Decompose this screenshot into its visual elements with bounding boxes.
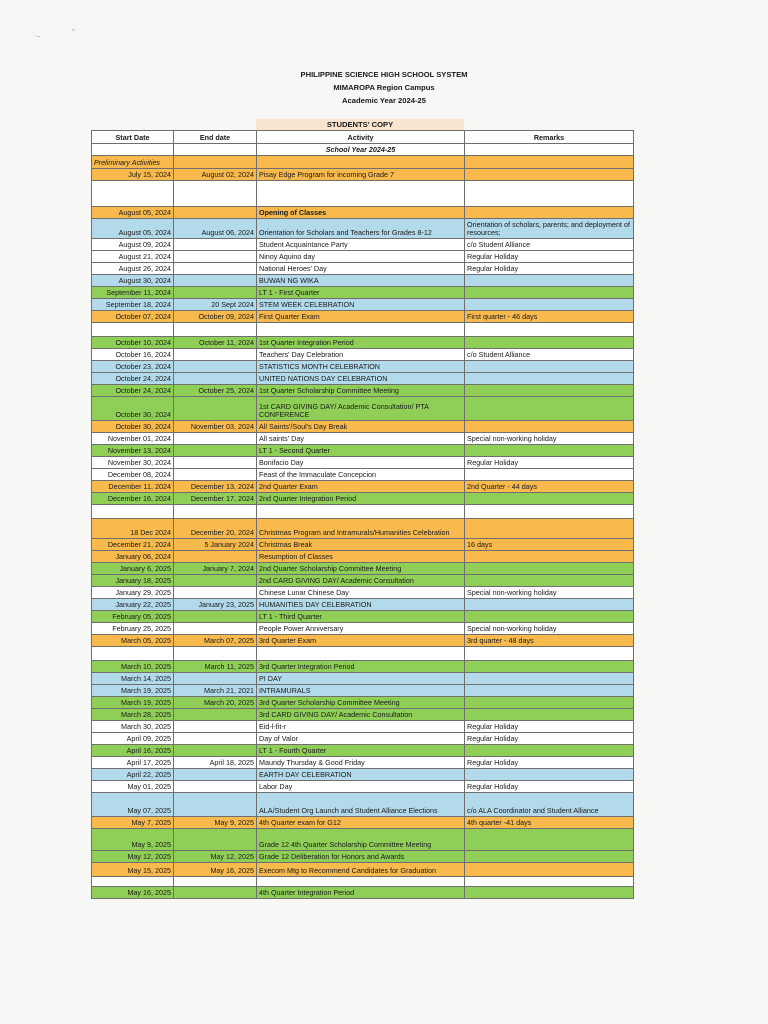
end-date-cell: [174, 709, 257, 721]
remarks-cell: [465, 685, 634, 697]
activity-cell: Eid-l-fit-r: [257, 721, 465, 733]
activity-cell: 1st Quarter Scholarship Committee Meeting: [257, 385, 465, 397]
table-row: [92, 239, 634, 251]
start-date-cell: October 10, 2024: [92, 337, 174, 349]
table-row: [92, 323, 634, 337]
activity-cell: PI DAY: [257, 673, 465, 685]
students-copy-label: STUDENTS' COPY: [256, 119, 464, 130]
remarks-cell: Regular Holiday: [465, 263, 634, 275]
end-date-cell: October 09, 2024: [174, 311, 257, 323]
end-date-cell: [174, 733, 257, 745]
activity-cell: UNITED NATIONS DAY CELEBRATION: [257, 373, 465, 385]
table-row: [92, 851, 634, 863]
activity-cell: Execom Mtg to Recommend Candidates for Graduation: [257, 863, 465, 877]
table-row: [92, 433, 634, 445]
activity-cell: [257, 647, 465, 661]
start-date-cell: August 21, 2024: [92, 251, 174, 263]
start-date-cell: [92, 181, 174, 207]
table-row: [92, 887, 634, 899]
remarks-cell: Regular Holiday: [465, 781, 634, 793]
start-date-cell: 18 Dec 2024: [92, 519, 174, 539]
end-date-cell: [174, 433, 257, 445]
activity-cell: 3rd Quarter Scholarship Committee Meeting: [257, 697, 465, 709]
table-row: [92, 769, 634, 781]
start-date-cell: [92, 877, 174, 887]
activity-cell: People Power Anniversary: [257, 623, 465, 635]
end-date-cell: [174, 397, 257, 421]
start-date-cell: February 05, 2025: [92, 611, 174, 623]
remarks-cell: Regular Holiday: [465, 733, 634, 745]
remarks-cell: c/o Student Alliance: [465, 239, 634, 251]
table-row: [92, 385, 634, 397]
start-date-cell: October 24, 2024: [92, 373, 174, 385]
end-date-cell: May 16, 2025: [174, 863, 257, 877]
remarks-cell: [465, 673, 634, 685]
end-date-cell: October 11, 2024: [174, 337, 257, 349]
remarks-cell: 3rd quarter - 48 days: [465, 635, 634, 647]
start-date-cell: March 10, 2025: [92, 661, 174, 673]
table-header-row: [92, 131, 634, 144]
remarks-cell: [465, 745, 634, 757]
end-date-cell: August 02, 2024: [174, 169, 257, 181]
table-row: [92, 709, 634, 721]
institution-name: PHILIPPINE SCIENCE HIGH SCHOOL SYSTEM: [300, 70, 468, 79]
activity-cell: ALA/Student Org Launch and Student Alliance Elections: [257, 793, 465, 817]
activity-cell: All saints' Day: [257, 433, 465, 445]
table-row: [92, 563, 634, 575]
table-row: [92, 469, 634, 481]
remarks-cell: [465, 505, 634, 519]
remarks-cell: [465, 299, 634, 311]
table-row: [92, 156, 634, 169]
end-date-cell: [174, 647, 257, 661]
table-row: [92, 144, 634, 156]
end-date-cell: [174, 769, 257, 781]
activity-cell: 3rd Quarter Integration Period: [257, 661, 465, 673]
remarks-cell: c/o Student Alliance: [465, 349, 634, 361]
table-row: [92, 299, 634, 311]
remarks-cell: [465, 207, 634, 219]
activity-cell: [257, 505, 465, 519]
end-date-cell: March 07, 2025: [174, 635, 257, 647]
activity-cell: Labor Day: [257, 781, 465, 793]
table-row: [92, 287, 634, 299]
remarks-cell: Regular Holiday: [465, 251, 634, 263]
end-date-cell: [174, 469, 257, 481]
end-date-cell: [174, 275, 257, 287]
table-row: [92, 721, 634, 733]
activity-cell: EARTH DAY CELEBRATION: [257, 769, 465, 781]
table-row: [92, 697, 634, 709]
end-date-cell: 5 January 2024: [174, 539, 257, 551]
start-date-cell: May 16, 2025: [92, 887, 174, 899]
start-date-cell: [92, 144, 174, 156]
activity-cell: 1st Quarter Integration Period: [257, 337, 465, 349]
table-row: [92, 575, 634, 587]
activity-cell: Student Acquaintance Party: [257, 239, 465, 251]
end-date-cell: [174, 156, 257, 169]
activity-cell: School Year 2024-25: [257, 144, 465, 156]
activity-cell: National Heroes' Day: [257, 263, 465, 275]
remarks-cell: [465, 575, 634, 587]
end-date-cell: [174, 623, 257, 635]
start-date-cell: May 7, 2025: [92, 817, 174, 829]
activity-cell: 2nd Quarter Scholarship Committee Meeting: [257, 563, 465, 575]
remarks-cell: [465, 385, 634, 397]
start-date-cell: January 6, 2025: [92, 563, 174, 575]
remarks-cell: [465, 493, 634, 505]
remarks-cell: [465, 769, 634, 781]
activity-cell: Grade 12 Deliberation for Honors and Awards: [257, 851, 465, 863]
remarks-cell: [465, 181, 634, 207]
activity-cell: Day of Valor: [257, 733, 465, 745]
end-date-cell: January 7, 2024: [174, 563, 257, 575]
table-row: [92, 551, 634, 563]
table-row: [92, 661, 634, 673]
campus-name: MIMAROPA Region Campus: [333, 83, 435, 92]
table-row: [92, 745, 634, 757]
activity-cell: Ninoy Aquino day: [257, 251, 465, 263]
activity-cell: 3rd Quarter Exam: [257, 635, 465, 647]
activity-cell: 4th Quarter Integration Period: [257, 887, 465, 899]
table-row: [92, 219, 634, 239]
start-date-cell: April 16, 2025: [92, 745, 174, 757]
activity-cell: Feast of the Immaculate Concepcion: [257, 469, 465, 481]
activity-cell: First Quarter Exam: [257, 311, 465, 323]
end-date-cell: November 03, 2024: [174, 421, 257, 433]
activity-cell: 2nd CARD GIVING DAY/ Academic Consultation: [257, 575, 465, 587]
activity-cell: Orientation for Scholars and Teachers for Grades 8-12: [257, 219, 465, 239]
start-date-cell: March 19, 2025: [92, 685, 174, 697]
end-date-cell: April 18, 2025: [174, 757, 257, 769]
column-header-end-date: End date: [174, 131, 257, 144]
activity-cell: [257, 156, 465, 169]
table-row: [92, 781, 634, 793]
scan-speck-mark: ˙ˉ: [34, 34, 40, 44]
remarks-cell: [465, 519, 634, 539]
start-date-cell: November 30, 2024: [92, 457, 174, 469]
table-row: [92, 673, 634, 685]
activity-cell: Pisay Edge Program for incoming Grade 7: [257, 169, 465, 181]
start-date-cell: October 23, 2024: [92, 361, 174, 373]
remarks-cell: [465, 144, 634, 156]
remarks-cell: Special non-working holiday: [465, 587, 634, 599]
activity-cell: LT 1 - Second Quarter: [257, 445, 465, 457]
start-date-cell: December 16, 2024: [92, 493, 174, 505]
start-date-cell: May 07, 2025: [92, 793, 174, 817]
start-date-cell: March 14, 2025: [92, 673, 174, 685]
table-row: [92, 647, 634, 661]
remarks-cell: Special non-working holiday: [465, 433, 634, 445]
end-date-cell: [174, 207, 257, 219]
end-date-cell: [174, 505, 257, 519]
end-date-cell: [174, 373, 257, 385]
activity-cell: [257, 181, 465, 207]
end-date-cell: 20 Sept 2024: [174, 299, 257, 311]
end-date-cell: [174, 721, 257, 733]
start-date-cell: August 09, 2024: [92, 239, 174, 251]
start-date-cell: [92, 647, 174, 661]
start-date-cell: November 13, 2024: [92, 445, 174, 457]
remarks-cell: Special non-working holiday: [465, 623, 634, 635]
start-date-cell: [92, 323, 174, 337]
activity-cell: LT 1 - Third Quarter: [257, 611, 465, 623]
remarks-cell: [465, 887, 634, 899]
table-row: [92, 349, 634, 361]
start-date-cell: April 17, 2025: [92, 757, 174, 769]
end-date-cell: August 06, 2024: [174, 219, 257, 239]
table-row: [92, 181, 634, 207]
table-row: [92, 457, 634, 469]
start-date-cell: October 30, 2024: [92, 421, 174, 433]
remarks-cell: [465, 709, 634, 721]
remarks-cell: [465, 373, 634, 385]
end-date-cell: [174, 611, 257, 623]
end-date-cell: [174, 793, 257, 817]
end-date-cell: [174, 239, 257, 251]
remarks-cell: [465, 697, 634, 709]
end-date-cell: [174, 781, 257, 793]
activity-cell: LT 1 - First Quarter: [257, 287, 465, 299]
activity-cell: Chinese Lunar Chinese Day: [257, 587, 465, 599]
start-date-cell: March 05, 2025: [92, 635, 174, 647]
table-row: [92, 361, 634, 373]
table-row: [92, 877, 634, 887]
end-date-cell: March 21, 2021: [174, 685, 257, 697]
table-row: [92, 599, 634, 611]
end-date-cell: [174, 575, 257, 587]
column-header-start-date: Start Date: [92, 131, 174, 144]
table-row: [92, 493, 634, 505]
remarks-cell: [465, 361, 634, 373]
end-date-cell: [174, 829, 257, 851]
remarks-cell: c/o ALA Coordinator and Student Alliance: [465, 793, 634, 817]
table-row: [92, 505, 634, 519]
end-date-cell: [174, 323, 257, 337]
end-date-cell: May 9, 2025: [174, 817, 257, 829]
activity-cell: Maundy Thursday & Good Friday: [257, 757, 465, 769]
end-date-cell: [174, 349, 257, 361]
start-date-cell: [92, 505, 174, 519]
end-date-cell: [174, 673, 257, 685]
remarks-cell: 2nd Quarter - 44 days: [465, 481, 634, 493]
activity-cell: STATISTICS MONTH CELEBRATION: [257, 361, 465, 373]
remarks-cell: [465, 599, 634, 611]
remarks-cell: [465, 397, 634, 421]
remarks-cell: [465, 851, 634, 863]
table-row: [92, 863, 634, 877]
academic-year: Academic Year 2024-25: [342, 96, 426, 105]
table-row: [92, 275, 634, 287]
start-date-cell: December 21, 2024: [92, 539, 174, 551]
end-date-cell: [174, 144, 257, 156]
end-date-cell: December 17, 2024: [174, 493, 257, 505]
start-date-cell: May 12, 2025: [92, 851, 174, 863]
start-date-cell: September 18, 2024: [92, 299, 174, 311]
activity-cell: 1st CARD GIVING DAY/ Academic Consultation/ PTA CONFERENCE: [257, 397, 465, 421]
remarks-cell: [465, 563, 634, 575]
remarks-cell: 16 days: [465, 539, 634, 551]
remarks-cell: Orientation of scholars, parents; and deployment of resources;: [465, 219, 634, 239]
end-date-cell: March 11, 2025: [174, 661, 257, 673]
remarks-cell: [465, 337, 634, 349]
end-date-cell: March 20, 2025: [174, 697, 257, 709]
end-date-cell: [174, 263, 257, 275]
remarks-cell: [465, 877, 634, 887]
start-date-cell: Preliminary Activities: [92, 156, 174, 169]
start-date-cell: April 22, 2025: [92, 769, 174, 781]
table-row: [92, 519, 634, 539]
activity-cell: [257, 323, 465, 337]
end-date-cell: [174, 445, 257, 457]
start-date-cell: January 29, 2025: [92, 587, 174, 599]
table-row: [92, 337, 634, 349]
start-date-cell: May 9, 2025: [92, 829, 174, 851]
remarks-cell: Regular Holiday: [465, 457, 634, 469]
table-row: [92, 733, 634, 745]
remarks-cell: [465, 661, 634, 673]
start-date-cell: May 15, 2025: [92, 863, 174, 877]
end-date-cell: [174, 551, 257, 563]
activity-cell: Christmas Break: [257, 539, 465, 551]
start-date-cell: January 22, 2025: [92, 599, 174, 611]
end-date-cell: January 23, 2025: [174, 599, 257, 611]
table-row: [92, 169, 634, 181]
table-row: [92, 587, 634, 599]
activity-cell: STEM WEEK CELEBRATION: [257, 299, 465, 311]
remarks-cell: [465, 829, 634, 851]
activity-cell: BUWAN NG WIKA: [257, 275, 465, 287]
activity-cell: Opening of Classes: [257, 207, 465, 219]
start-date-cell: April 09, 2025: [92, 733, 174, 745]
table-row: [92, 207, 634, 219]
remarks-cell: [465, 551, 634, 563]
activity-cell: INTRAMURALS: [257, 685, 465, 697]
start-date-cell: October 30, 2024: [92, 397, 174, 421]
table-row: [92, 311, 634, 323]
start-date-cell: January 06, 2024: [92, 551, 174, 563]
table-row: [92, 793, 634, 817]
end-date-cell: [174, 251, 257, 263]
end-date-cell: [174, 587, 257, 599]
end-date-cell: [174, 361, 257, 373]
end-date-cell: [174, 181, 257, 207]
end-date-cell: December 20, 2024: [174, 519, 257, 539]
activity-cell: [257, 877, 465, 887]
table-row: [92, 611, 634, 623]
end-date-cell: [174, 287, 257, 299]
end-date-cell: October 25, 2024: [174, 385, 257, 397]
start-date-cell: December 11, 2024: [92, 481, 174, 493]
start-date-cell: October 24, 2024: [92, 385, 174, 397]
end-date-cell: [174, 745, 257, 757]
remarks-cell: First quarter - 46 days: [465, 311, 634, 323]
table-row: [92, 421, 634, 433]
start-date-cell: March 19, 2025: [92, 697, 174, 709]
remarks-cell: 4th quarter -41 days: [465, 817, 634, 829]
start-date-cell: March 30, 2025: [92, 721, 174, 733]
activity-cell: Christmas Program and Intramurals/Humanities Celebration: [257, 519, 465, 539]
activity-cell: 2nd Quarter Exam: [257, 481, 465, 493]
activity-cell: 2nd Quarter Integration Period: [257, 493, 465, 505]
start-date-cell: October 07, 2024: [92, 311, 174, 323]
activity-cell: Teachers' Day Celebration: [257, 349, 465, 361]
start-date-cell: July 15, 2024: [92, 169, 174, 181]
calendar-table: [91, 130, 634, 899]
start-date-cell: November 01, 2024: [92, 433, 174, 445]
table-row: [92, 373, 634, 385]
calendar-body: [92, 144, 634, 899]
remarks-cell: Regular Holiday: [465, 757, 634, 769]
activity-cell: 4th Quarter exam for G12: [257, 817, 465, 829]
table-row: [92, 623, 634, 635]
table-row: [92, 829, 634, 851]
table-row: [92, 685, 634, 697]
activity-cell: All Saints'/Soul's Day Break: [257, 421, 465, 433]
remarks-cell: [465, 647, 634, 661]
start-date-cell: August 05, 2024: [92, 207, 174, 219]
start-date-cell: January 18, 2025: [92, 575, 174, 587]
start-date-cell: March 28, 2025: [92, 709, 174, 721]
table-row: [92, 635, 634, 647]
column-header-activity: Activity: [257, 131, 465, 144]
remarks-cell: [465, 275, 634, 287]
remarks-cell: Regular Holiday: [465, 721, 634, 733]
table-row: [92, 757, 634, 769]
remarks-cell: [465, 445, 634, 457]
remarks-cell: [465, 421, 634, 433]
activity-cell: HUMANITIES DAY CELEBRATION: [257, 599, 465, 611]
start-date-cell: May 01, 2025: [92, 781, 174, 793]
table-row: [92, 445, 634, 457]
remarks-cell: [465, 469, 634, 481]
end-date-cell: May 12, 2025: [174, 851, 257, 863]
end-date-cell: [174, 457, 257, 469]
table-row: [92, 539, 634, 551]
remarks-cell: [465, 863, 634, 877]
remarks-cell: [465, 611, 634, 623]
end-date-cell: [174, 887, 257, 899]
table-row: [92, 397, 634, 421]
end-date-cell: [174, 877, 257, 887]
table-row: [92, 817, 634, 829]
activity-cell: 3rd CARD GIVING DAY/ Academic Consultation: [257, 709, 465, 721]
start-date-cell: September 11, 2024: [92, 287, 174, 299]
start-date-cell: August 26, 2024: [92, 263, 174, 275]
remarks-cell: [465, 287, 634, 299]
remarks-cell: [465, 169, 634, 181]
table-row: [92, 481, 634, 493]
activity-cell: LT 1 - Fourth Quarter: [257, 745, 465, 757]
end-date-cell: December 13, 2024: [174, 481, 257, 493]
activity-cell: Bonifacio Day: [257, 457, 465, 469]
remarks-cell: [465, 156, 634, 169]
start-date-cell: October 16, 2024: [92, 349, 174, 361]
activity-cell: Resumption of Classes: [257, 551, 465, 563]
column-header-remarks: Remarks: [465, 131, 634, 144]
scan-speck-mark: ˇ: [72, 28, 75, 38]
start-date-cell: February 25, 2025: [92, 623, 174, 635]
activity-cell: Grade 12 4th Quarter Scholarship Committee Meeting: [257, 829, 465, 851]
start-date-cell: August 30, 2024: [92, 275, 174, 287]
table-row: [92, 251, 634, 263]
start-date-cell: December 08, 2024: [92, 469, 174, 481]
table-row: [92, 263, 634, 275]
remarks-cell: [465, 323, 634, 337]
start-date-cell: August 05, 2024: [92, 219, 174, 239]
